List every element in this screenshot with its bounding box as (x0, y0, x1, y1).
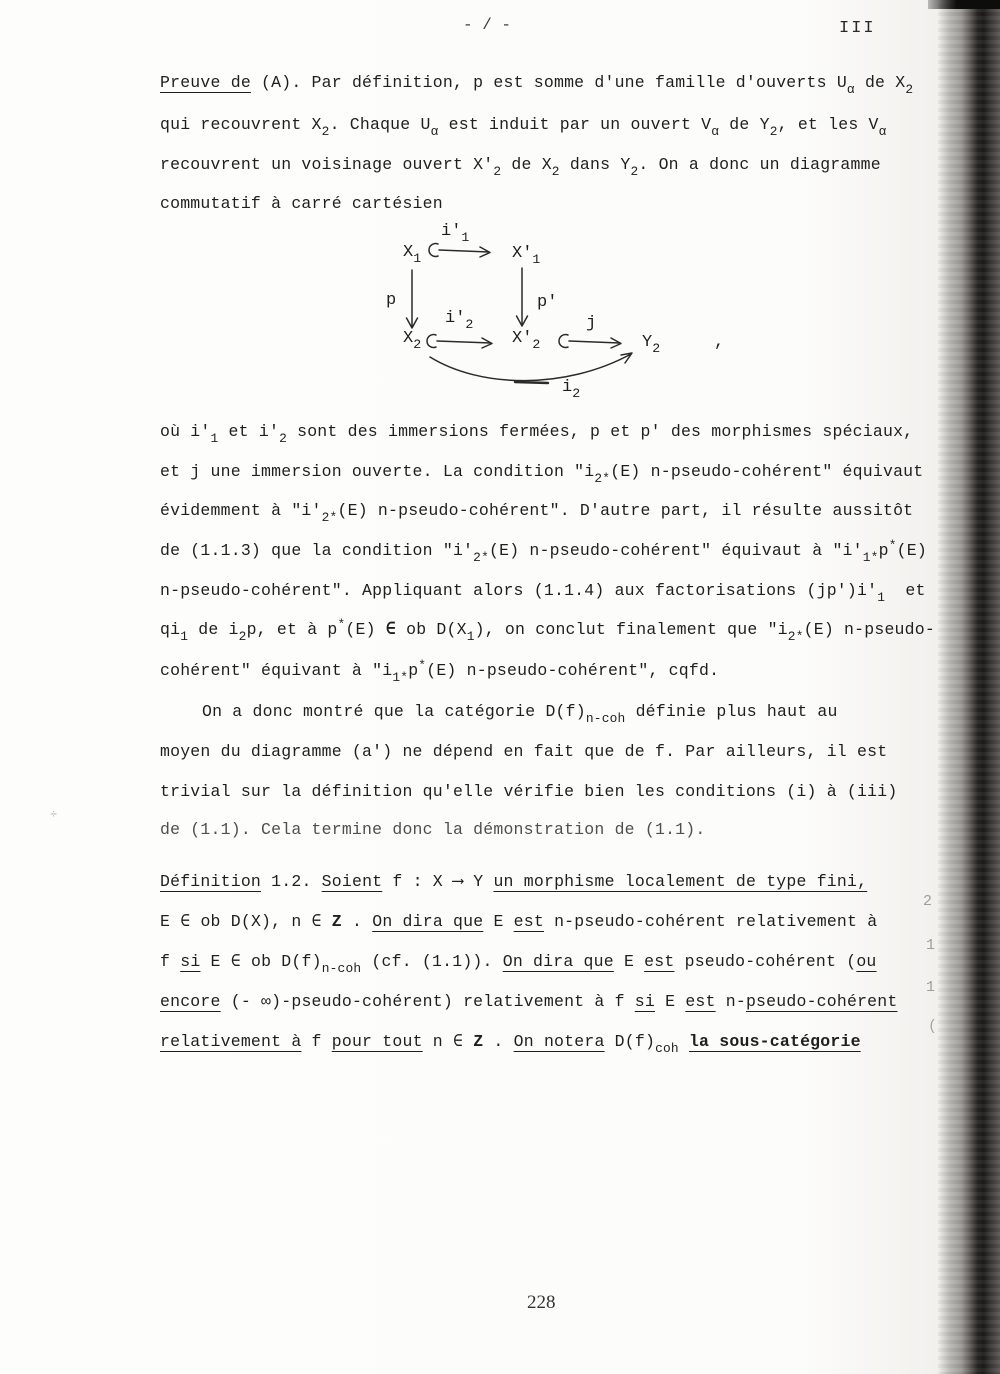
faint-margin-mark: 1 (926, 937, 936, 954)
text-segment: 2* (321, 510, 338, 526)
text-segment: (E) (896, 541, 927, 560)
down-arrow-p-prime (517, 268, 528, 326)
text-segment: n-coh (321, 961, 362, 977)
curved-arrow-i2 (430, 353, 632, 381)
text-segment: 2 (905, 82, 914, 98)
text-segment: (E) n-pseudo-cohérent" équivaut à "i' (489, 541, 863, 560)
text-segment: . On a donc un diagramme (638, 155, 881, 174)
text-segment: p (408, 661, 419, 680)
text-segment: 1 (877, 590, 886, 606)
text-segment: qi (160, 620, 181, 639)
text-segment: (E) n-pseudo- (803, 620, 935, 639)
text-segment: de (1.1.3) que la condition "i' (160, 541, 474, 560)
text-segment: f (160, 952, 181, 971)
text-segment (679, 1032, 689, 1051)
text-segment: . (483, 1032, 514, 1051)
text-segment: de Y (719, 115, 770, 134)
text-segment: On dira que (372, 912, 484, 931)
text-segment: la sous-catégorie (688, 1032, 861, 1051)
node-X1: $X_1$ (403, 243, 422, 267)
text-segment: 1* (862, 550, 879, 566)
arrow-label-i-prime-1: $i'_1$ (441, 222, 470, 246)
text-segment: est (685, 992, 716, 1011)
text-segment: relativement à (160, 1032, 302, 1051)
text-segment: 1 (210, 431, 219, 447)
text-segment: ), on conclut finalement que "i (474, 620, 788, 639)
text-line (160, 114, 887, 140)
text-segment: dans Y (559, 155, 631, 174)
text-segment: (A). Par définition, p est somme d'une famille d'ouverts U (250, 73, 847, 92)
hook-arrow-i-prime-2 (427, 335, 492, 349)
text-segment: 1.2. (261, 872, 322, 891)
text-segment: f : X (382, 872, 453, 891)
text-segment: 2* (594, 471, 611, 487)
text-segment: 2 (238, 629, 247, 645)
page-number: 228 (527, 1292, 556, 1313)
text-segment: (- ∞)-pseudo-cohérent) relativement à f (220, 992, 635, 1011)
text-line (160, 911, 877, 932)
text-segment: Preuve de (160, 73, 251, 92)
text-segment: moyen du diagramme (a') ne dépend en fait que de f. Par ailleurs, il est (160, 742, 888, 761)
text-segment: est (513, 912, 544, 931)
commutative-diagram-arrows (350, 220, 770, 410)
text-segment: 2 (769, 124, 778, 140)
text-line (160, 741, 887, 762)
text-segment: On notera (513, 1032, 605, 1051)
text-segment: (E) n-pseudo-cohérent", cqfd. (426, 661, 720, 680)
text-segment: (cf. (1.1)). (361, 952, 503, 971)
scanner-edge-shadow (938, 0, 1000, 1374)
text-line (160, 154, 881, 180)
text-segment: α (430, 124, 439, 140)
text-segment: n-pseudo-cohérent relativement à (543, 912, 878, 931)
arrow-label-p-prime: p' (537, 293, 558, 312)
faint-margin-mark: 1 (926, 979, 936, 996)
page-marker: - / - (463, 16, 512, 34)
arrow-label-i2: $i_2$ (562, 378, 581, 402)
text-line (160, 1031, 861, 1057)
text-segment: de (1.1). Cela termine donc la démonstration de (1.1). (160, 820, 706, 839)
hook-arrow-j (559, 335, 621, 349)
text-line (160, 461, 924, 487)
text-segment: ob D(X (395, 620, 467, 639)
text-segment: est (644, 952, 675, 971)
text-segment: E ∈ ob D(f) (200, 952, 322, 971)
text-segment: cohérent" équivant à "i (160, 661, 393, 680)
text-segment: E (483, 912, 514, 931)
text-segment: de i (188, 620, 239, 639)
text-line (160, 500, 914, 526)
text-segment: recouvrent un voisinage ouvert X' (160, 155, 494, 174)
text-segment: et i' (218, 422, 280, 441)
node-X-prime-1: $X'_1$ (512, 244, 541, 268)
text-line (160, 580, 926, 606)
text-segment: et (885, 581, 926, 600)
text-segment: 2 (321, 124, 330, 140)
scanner-edge-top-corner (928, 0, 1000, 9)
text-segment: * (337, 616, 346, 632)
text-line (160, 991, 897, 1012)
node-X-prime-2: $X'_2$ (512, 329, 541, 353)
text-segment: 1 (466, 629, 475, 645)
curved-arrow-retrace-mark (515, 382, 548, 383)
text-segment: (E) n-pseudo-cohérent". D'autre part, il résulte aussitôt (337, 501, 914, 520)
text-segment: si (634, 992, 656, 1011)
text-line (160, 657, 720, 686)
text-segment: si (180, 952, 201, 971)
text-segment: 1 (180, 629, 189, 645)
arrow-label-i-prime-2: $i'_2$ (445, 309, 474, 333)
text-line (160, 72, 914, 98)
text-segment: E (655, 992, 686, 1011)
text-segment: 2 (551, 164, 560, 180)
text-line (160, 819, 706, 840)
text-segment: ⟶ (453, 872, 464, 891)
text-segment: n- (715, 992, 746, 1011)
text-line (202, 701, 838, 727)
text-line (160, 421, 914, 447)
text-segment: (E) n-pseudo-cohérent" équivaut (610, 462, 924, 481)
faint-margin-mark: 2 (923, 893, 933, 910)
text-segment: Soient (321, 872, 383, 891)
text-segment: de X (501, 155, 552, 174)
text-segment: Z (331, 912, 342, 931)
text-line (160, 193, 443, 214)
text-line (160, 537, 927, 566)
text-segment: . Chaque U (329, 115, 431, 134)
text-segment: On dira que (502, 952, 614, 971)
text-segment: α (711, 124, 720, 140)
text-segment: et j une immersion ouverte. La condition "i (160, 462, 595, 481)
arrow-label-p: p (386, 291, 397, 310)
text-segment: évidemment à "i' (160, 501, 322, 520)
text-segment: α (846, 82, 855, 98)
text-segment: pseudo-cohérent ( (674, 952, 857, 971)
text-segment: p, et à p (246, 620, 338, 639)
hook-arrow-i-prime-1 (429, 244, 490, 258)
text-segment: ∈ (385, 620, 396, 639)
faint-margin-mark: ( (928, 1018, 938, 1035)
text-line (160, 951, 877, 977)
text-segment: 2* (787, 629, 804, 645)
node-X2: $X_2$ (403, 329, 422, 353)
text-segment: n ∈ (422, 1032, 474, 1051)
arrow-label-j: j (586, 314, 597, 333)
text-segment: Définition (160, 872, 262, 891)
text-segment: encore (160, 992, 221, 1011)
text-segment: E ∈ ob D(X), n ∈ (160, 912, 332, 931)
text-segment: pseudo-cohérent (745, 992, 898, 1011)
text-segment: 2 (493, 164, 502, 180)
text-segment: ou (856, 952, 877, 971)
node-Y2: $Y_2$ (642, 333, 661, 357)
diagram-comma: , (714, 333, 725, 352)
text-segment: sont des immersions fermées, p et p' des morphismes spéciaux, (286, 422, 914, 441)
text-segment: 2* (473, 550, 489, 566)
text-segment: trivial sur la définition qu'elle vérifie bien les conditions (i) à (iii) (160, 782, 898, 801)
text-line (160, 616, 935, 645)
text-segment: * (888, 537, 897, 553)
text-segment: n-pseudo-cohérent". Appliquant alors (1.1.4) aux factorisations (jp')i' (160, 581, 878, 600)
text-segment: Y (463, 872, 494, 891)
text-segment: commutatif à carré cartésien (160, 194, 443, 213)
text-segment: définie plus haut au (625, 702, 838, 721)
text-segment: pour tout (331, 1032, 423, 1051)
text-segment: 2 (630, 164, 639, 180)
text-segment: On a donc montré que la catégorie D(f) (202, 702, 586, 721)
text-line (160, 781, 897, 802)
chapter-numeral: III (839, 19, 876, 38)
down-arrow-p (407, 270, 418, 328)
text-segment: 2 (279, 431, 287, 447)
text-segment: de X (854, 73, 906, 92)
text-segment: f (301, 1032, 332, 1051)
text-segment: D(f) (604, 1032, 656, 1051)
text-segment: α (878, 124, 887, 140)
text-segment: (E) (345, 620, 386, 639)
text-segment: Z (473, 1032, 484, 1051)
text-segment: E (613, 952, 645, 971)
text-segment: * (418, 657, 427, 673)
text-segment: un morphisme localement de type fini, (493, 872, 868, 891)
text-segment: où i' (160, 422, 211, 441)
text-segment: p (878, 541, 889, 560)
text-segment: , et les V (777, 115, 879, 134)
text-segment: est induit par un ouvert V (438, 115, 712, 134)
text-segment: coh (655, 1041, 679, 1057)
text-segment: n-coh (585, 711, 626, 727)
text-line (160, 871, 867, 892)
faint-margin-mark: ÷ (50, 808, 58, 822)
text-segment: qui recouvrent X (160, 115, 322, 134)
text-segment: 1* (392, 670, 409, 686)
text-segment: . (341, 912, 373, 931)
